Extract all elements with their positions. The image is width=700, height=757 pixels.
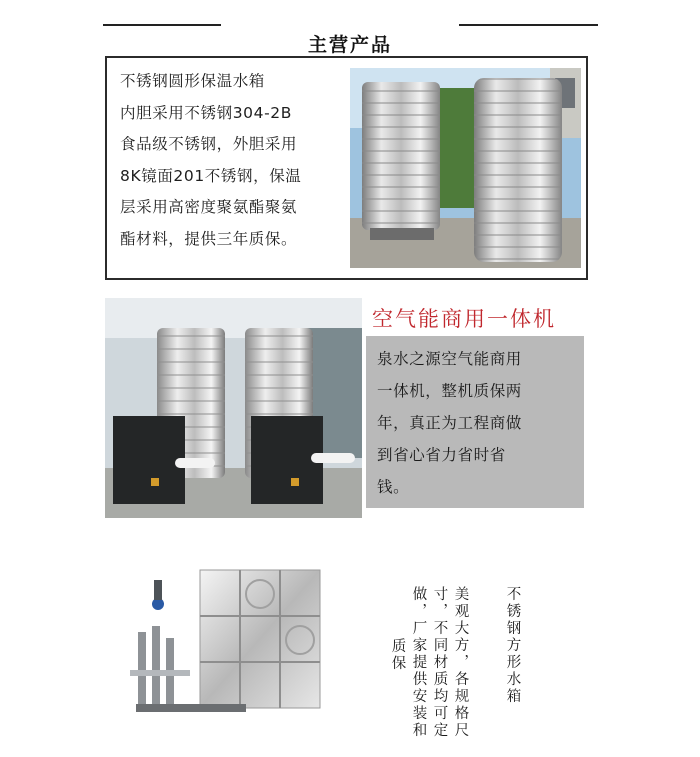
- round-tank-photo: [350, 68, 581, 268]
- header-rule-right: [459, 24, 598, 26]
- description-line: 一体机，整机质保两: [377, 382, 522, 400]
- description-line: 泉水之源空气能商用: [377, 350, 522, 368]
- square-tank-desc-col: 美观大方，各规格尺: [452, 586, 469, 739]
- description-line: 内胆采用不锈钢304-2B: [120, 103, 292, 122]
- square-tank-photo: [128, 560, 338, 730]
- heat-pump-photo: [105, 298, 362, 518]
- description-line: 到省心省力省时省: [377, 446, 506, 464]
- description-line: 年，真正为工程商做: [377, 414, 522, 432]
- description-line: 酯材料，提供三年质保。: [120, 229, 298, 248]
- square-tank-desc-col: 质保: [389, 638, 406, 672]
- description-line: 不锈钢圆形保温水箱: [120, 72, 265, 90]
- square-tank-desc-col: 做，厂家提供安装和: [410, 586, 427, 739]
- description-line: 钱。: [377, 478, 410, 496]
- header-rule-left: [103, 24, 221, 26]
- square-tank-desc-col: 寸，不同材质均可定: [431, 586, 448, 739]
- air-source-description: [377, 343, 582, 503]
- description-line: 层采用高密度聚氨酯聚氨: [120, 198, 298, 216]
- round-tank-description: [120, 66, 350, 255]
- square-tank-title: 不锈钢方形水箱: [504, 586, 521, 705]
- page-title: 主营产品: [307, 34, 392, 56]
- description-line: 食品级不锈钢，外胆采用: [120, 135, 298, 153]
- air-source-unit-title: 空气能商用一体机: [372, 307, 556, 331]
- description-line: 8K镜面201不锈钢，保温: [120, 166, 302, 185]
